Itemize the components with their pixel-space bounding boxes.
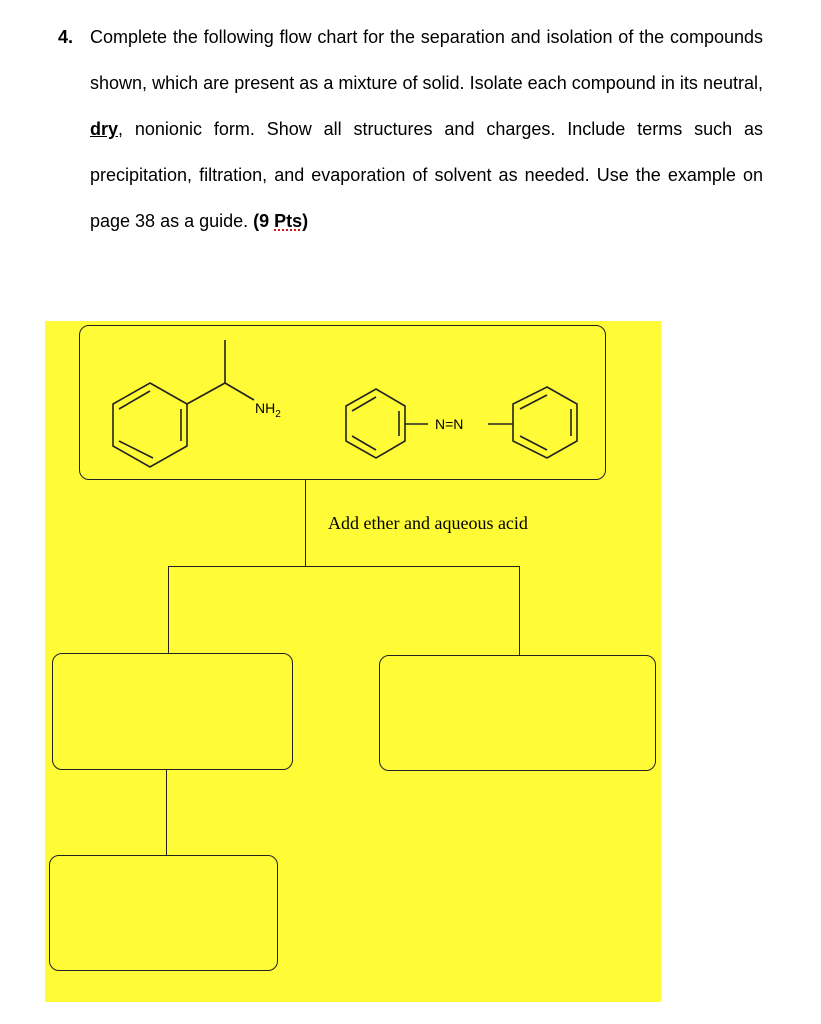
keyword-dry: dry bbox=[90, 119, 119, 139]
azo-label: N=N bbox=[435, 416, 464, 432]
points-close: ) bbox=[302, 211, 309, 231]
benzene-ring-2 bbox=[346, 389, 405, 458]
phenylethylamine-structure bbox=[113, 340, 254, 467]
benzene-ring-3 bbox=[513, 387, 577, 458]
bond-ring-to-ch bbox=[187, 383, 225, 404]
question-number: 4. bbox=[58, 27, 74, 47]
points-open: (9 bbox=[253, 211, 275, 231]
benzene-ring-1 bbox=[113, 383, 187, 467]
points-word: Pts bbox=[274, 211, 303, 231]
question-text-part-2: , nonionic form. Show all structures and charges. Include terms such as precipitation, filtration, and evaporation of solvent as needed. Use the example on page 38 as a guide. bbox=[90, 119, 763, 231]
question-text-part-1: Complete the following flow chart for the separation and isolation of the compounds shown, which are present as a mixture of solid. Isolate each compound in its neutral, bbox=[90, 27, 763, 93]
amine-label: $NH_2$ bbox=[255, 400, 281, 420]
bond-amine bbox=[225, 383, 254, 400]
step-1-label: Add ether and aqueous acid bbox=[328, 513, 528, 533]
